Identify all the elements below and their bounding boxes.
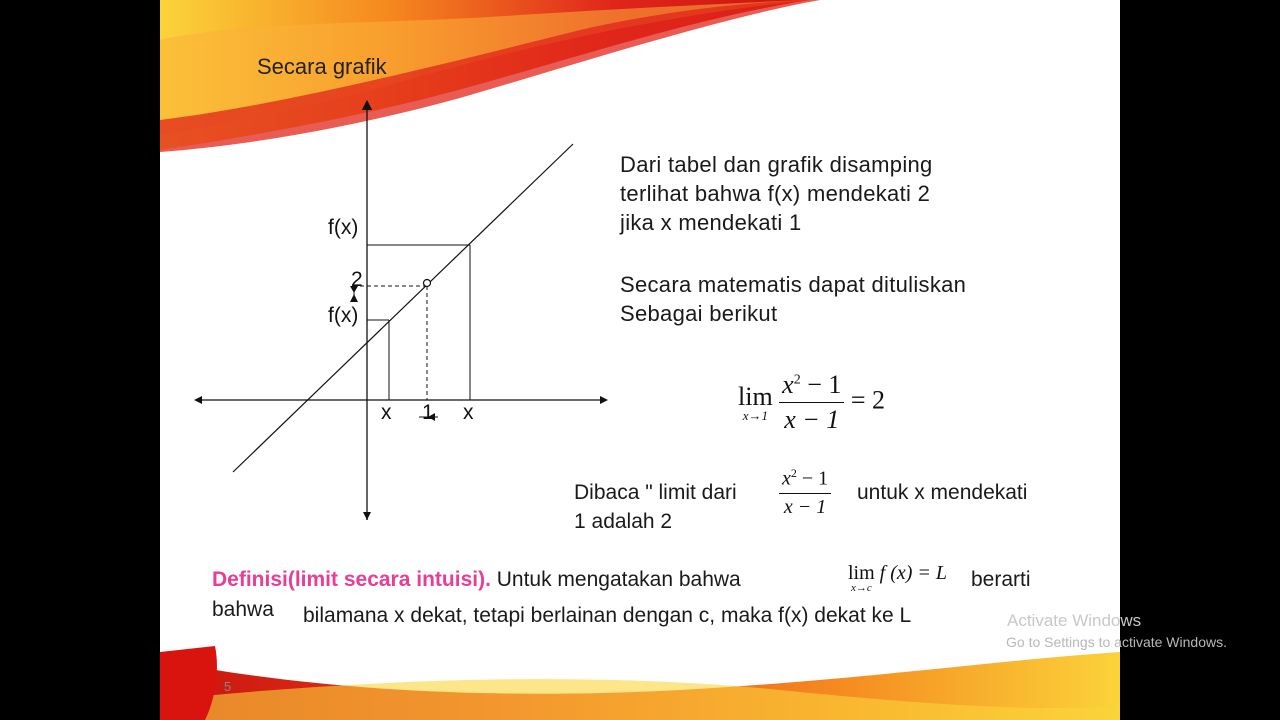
activate-windows-title: Activate Windows bbox=[1007, 611, 1142, 630]
read-num-rest: − 1 bbox=[796, 467, 829, 490]
read-prefix: Dibaca " limit dari bbox=[574, 481, 737, 504]
formula-lim-sub: x→1 bbox=[742, 407, 768, 423]
graph-label-fx-lower: f(x) bbox=[328, 304, 359, 327]
read-fraction bbox=[779, 466, 831, 519]
paragraph2-line: Sebagai berikut bbox=[620, 301, 778, 326]
function-line bbox=[233, 144, 573, 472]
formula-fraction bbox=[779, 370, 844, 435]
graph-label-x-left: x bbox=[381, 401, 392, 424]
limit-formula bbox=[738, 370, 885, 435]
definition-limit-expr bbox=[848, 562, 947, 594]
graph-label-2: 2 bbox=[351, 268, 363, 291]
x-axis-left-arrow bbox=[194, 396, 202, 404]
graph-label-fx-upper: f(x) bbox=[328, 216, 359, 239]
formula-denominator: x − 1 bbox=[784, 405, 840, 434]
read-num-base: x bbox=[782, 467, 791, 490]
definition-lim-expression: f (x) = L bbox=[879, 562, 948, 584]
hole-point bbox=[424, 280, 431, 287]
paragraph1-line: jika x mendekati 1 bbox=[620, 210, 802, 235]
graph-label-x-right: x bbox=[463, 401, 474, 424]
definition-lim-word: lim bbox=[848, 562, 875, 584]
graph-label-1: 1 bbox=[422, 401, 434, 424]
definition-text1: Untuk mengatakan bahwa bbox=[490, 568, 741, 591]
y-axis-down-arrow bbox=[363, 512, 371, 520]
paragraph-math-intro bbox=[620, 270, 966, 328]
definition-line2-start: bahwa bbox=[212, 598, 274, 621]
paragraph1-line: terlihat bahwa f(x) mendekati 2 bbox=[620, 181, 931, 206]
read-fraction-numerator bbox=[779, 466, 831, 494]
page-number: 5 bbox=[224, 679, 232, 694]
paragraph1-line: Dari tabel dan grafik disamping bbox=[620, 152, 933, 177]
paragraph-graph-explanation bbox=[620, 150, 933, 237]
read-num-exp: 2 bbox=[790, 466, 797, 480]
formula-lim-word: lim bbox=[738, 381, 773, 411]
x-axis-right-arrow bbox=[600, 396, 608, 404]
read-fraction-denominator: x − 1 bbox=[783, 495, 827, 518]
formula-num-exp: 2 bbox=[793, 372, 801, 388]
read-suffix: untuk x mendekati bbox=[857, 481, 1028, 504]
arrow-up-to-2-head bbox=[350, 294, 358, 302]
slide-title: Secara grafik bbox=[257, 54, 387, 79]
formula-num-base: x bbox=[782, 370, 794, 399]
slide bbox=[160, 0, 1120, 720]
definition-line2-rest: bilamana x dekat, tetapi berlainan dengan c, maka f(x) dekat ke L bbox=[303, 604, 912, 627]
definition-label: Definisi(limit secara intuisi). bbox=[212, 568, 491, 591]
definition-lim bbox=[848, 562, 875, 594]
read-line2: 1 adalah 2 bbox=[574, 510, 673, 533]
formula-numerator bbox=[779, 370, 844, 403]
limit-graph bbox=[190, 95, 610, 535]
definition-line1 bbox=[212, 568, 741, 592]
read-fraction-body bbox=[779, 466, 831, 519]
bottom-left-curl bbox=[160, 646, 217, 720]
definition-lim-sub: x→c bbox=[850, 582, 872, 594]
activate-windows-subtitle[interactable]: Go to Settings to activate Windows. bbox=[1006, 634, 1227, 650]
formula-num-rest: − 1 bbox=[800, 370, 842, 399]
definition-text2: berarti bbox=[971, 568, 1031, 591]
formula-equals: = 2 bbox=[850, 385, 886, 415]
paragraph2-line: Secara matematis dapat dituliskan bbox=[620, 272, 967, 297]
formula-lim bbox=[738, 382, 773, 424]
